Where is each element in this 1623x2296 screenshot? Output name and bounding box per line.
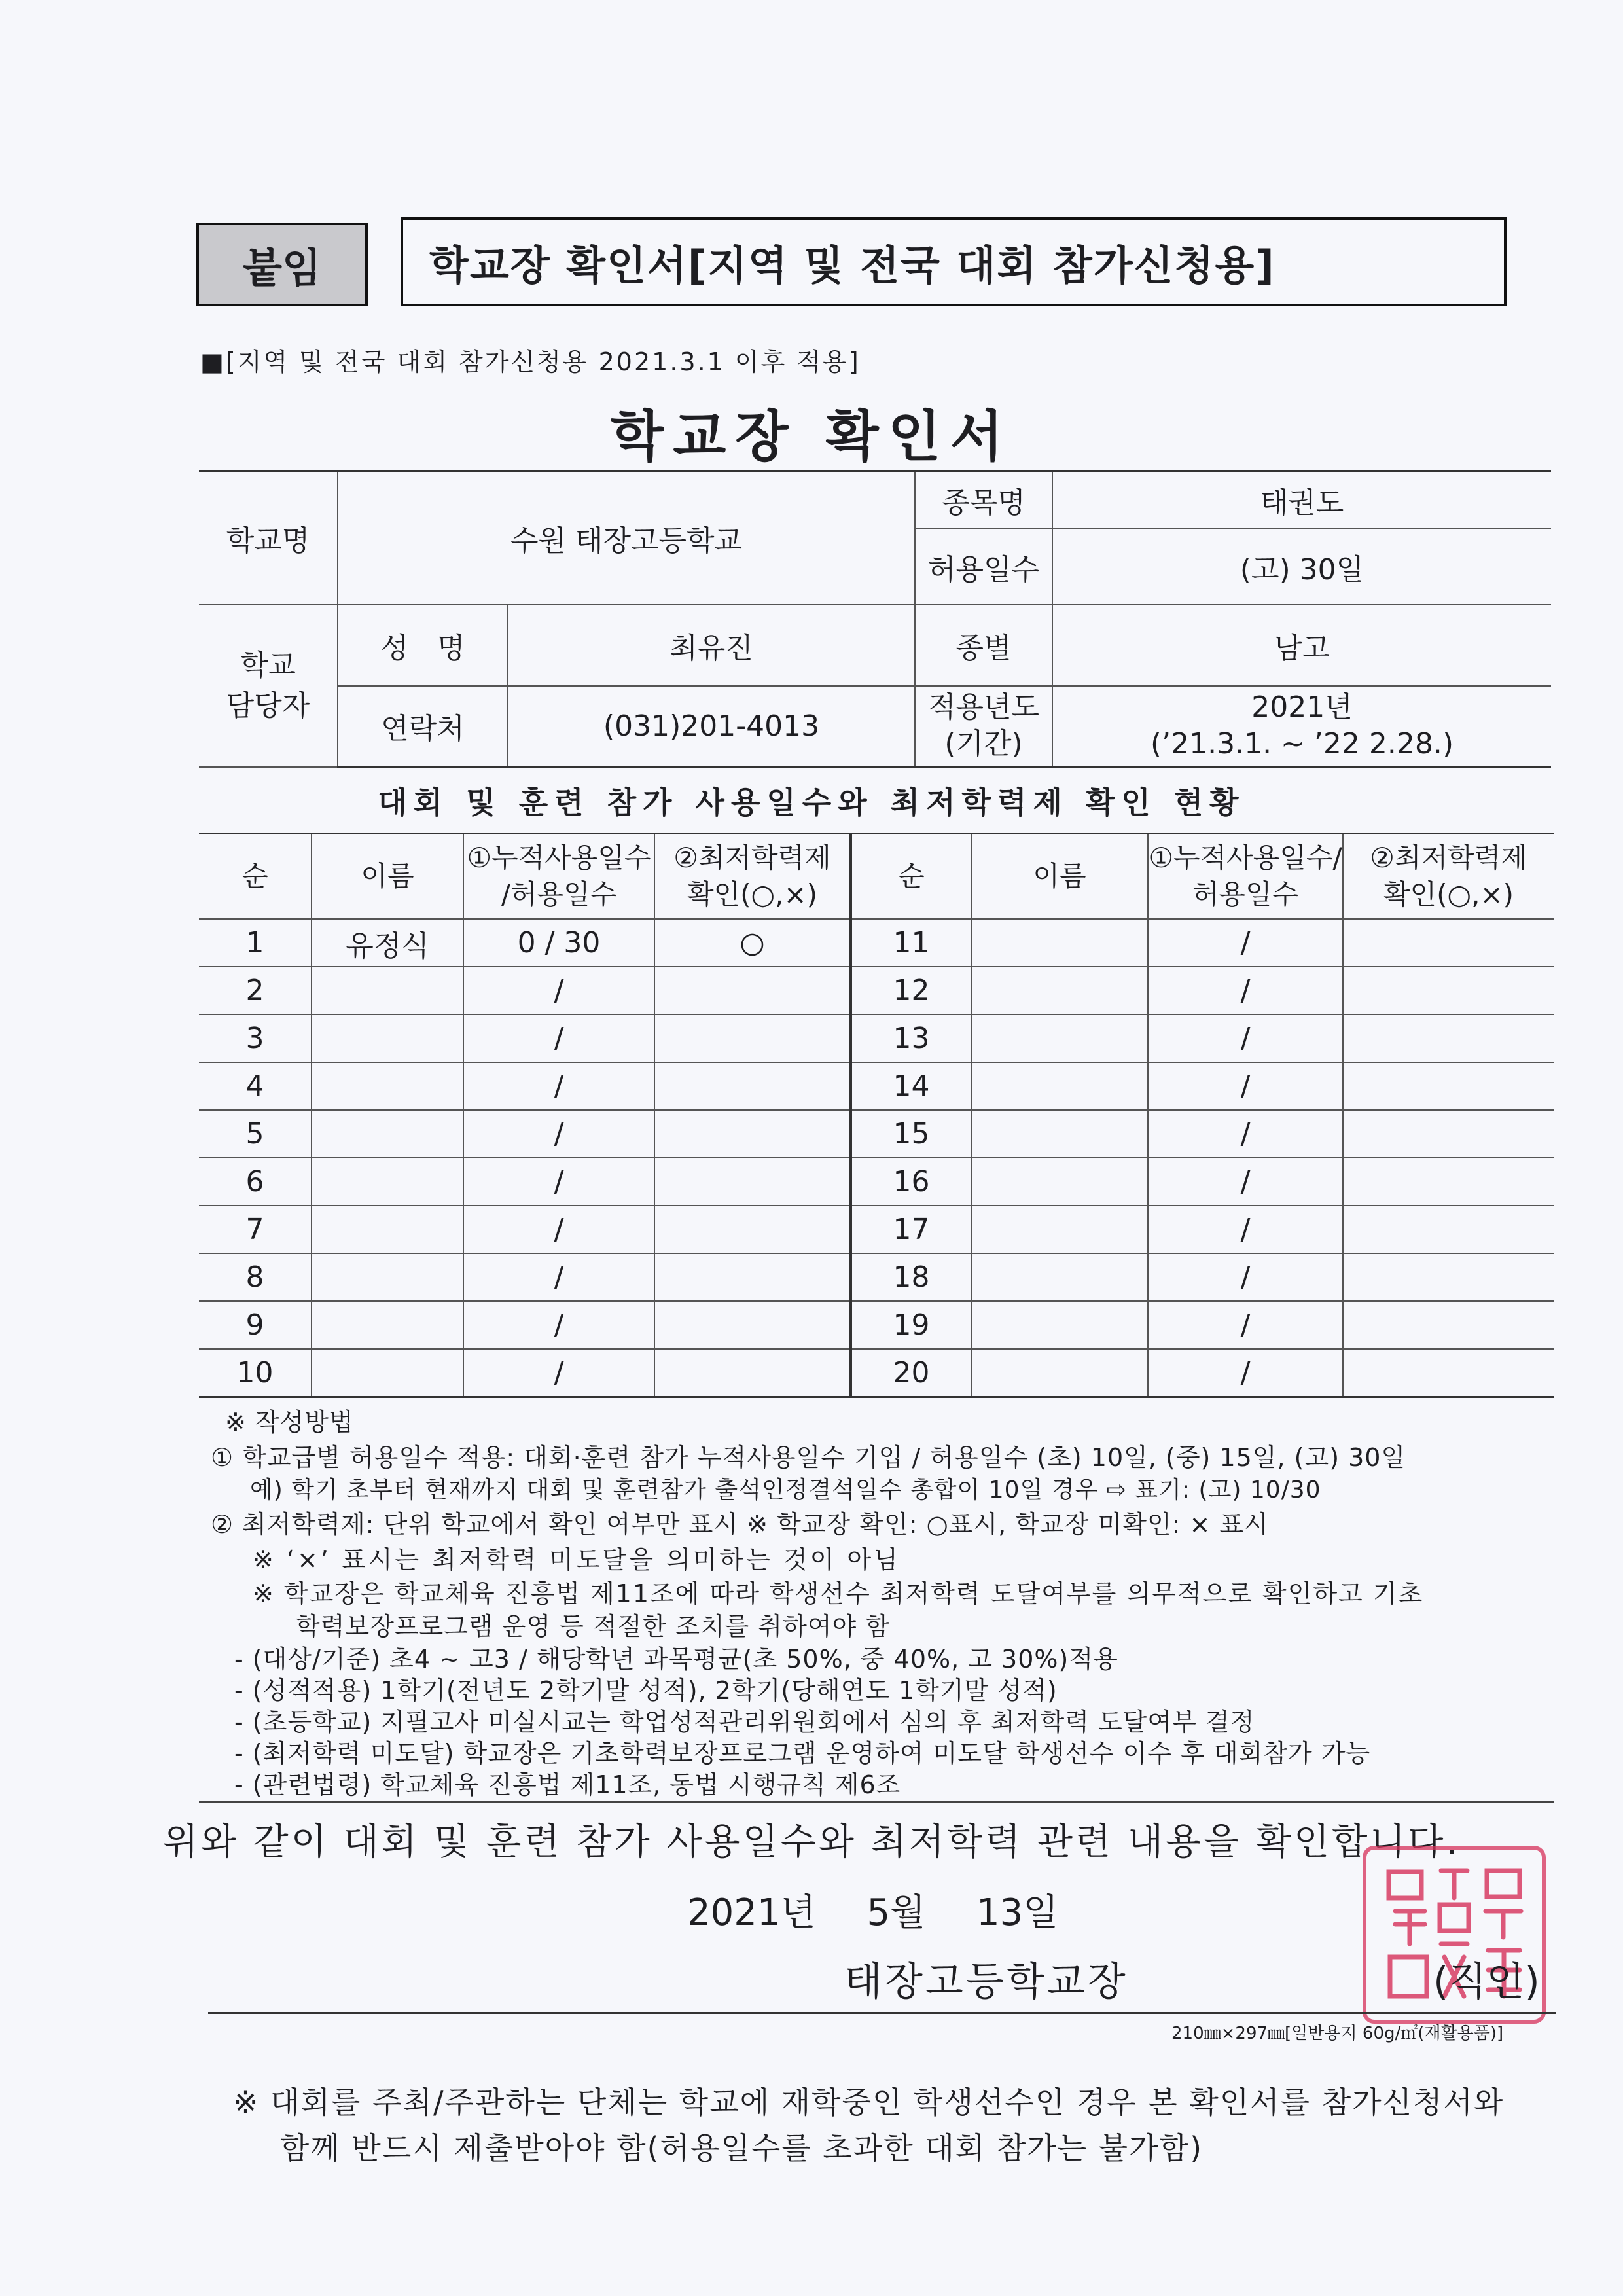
note-line-11: - (관련법령) 학교체육 진흥법 제11조, 동법 시행규칙 제6조: [234, 1770, 901, 1799]
row-name: [312, 1206, 463, 1253]
row-name: [312, 1062, 463, 1110]
row-name: [971, 1206, 1148, 1253]
row-no: 13: [851, 1014, 971, 1062]
date-year: 2021년: [687, 1892, 816, 1934]
row-check: [654, 1062, 851, 1110]
manager-name-label: 성 명: [338, 605, 508, 686]
contact-label: 연락처: [338, 686, 508, 767]
row-no: 14: [851, 1062, 971, 1110]
row-name: [971, 1301, 1148, 1349]
header-academic-left: [654, 834, 851, 920]
row-check: [1343, 1206, 1554, 1253]
period-label-line2: (기간): [944, 727, 1023, 761]
period-year: 2021년: [1251, 691, 1353, 725]
row-name: 유정식: [312, 919, 463, 967]
row-days: /: [1148, 919, 1343, 967]
row-check: [1343, 1158, 1554, 1206]
note-line-3: ② 최저학력제: 단위 학교에서 확인 여부만 표시 ※ 학교장 확인: ○표시, 학교장 미확인: × 표시: [211, 1510, 1269, 1539]
row-no: 7: [199, 1206, 312, 1253]
period-label: [915, 686, 1052, 767]
row-days: /: [463, 1301, 654, 1349]
seal-label: (직인): [1433, 1959, 1540, 2005]
row-no: 11: [851, 919, 971, 967]
table-row: [199, 1014, 1554, 1062]
page-title: 학교장 확인서: [610, 404, 1013, 469]
row-no: 1: [199, 919, 312, 967]
confirmation-date: [687, 1884, 1058, 1936]
header-academic-left-line1: ②최저학력제: [673, 842, 831, 874]
row-days: /: [1148, 1253, 1343, 1301]
date-day: 13일: [976, 1892, 1059, 1934]
footer-note-line-1: ※ 대회를 주최/주관하는 단체는 학교에 재학중인 학생선수인 경우 본 확인서를 참가신청서와: [233, 2085, 1505, 2120]
row-days: /: [463, 1158, 654, 1206]
row-name: [971, 919, 1148, 967]
header-days-right: [1148, 834, 1343, 920]
row-days: /: [463, 1014, 654, 1062]
row-no: 19: [851, 1301, 971, 1349]
header-academic-right-line2: 확인(○,×): [1383, 878, 1514, 910]
period-range: (’21.3.1. ~ ’22 2.28.): [1150, 727, 1454, 761]
row-days: /: [1148, 1158, 1343, 1206]
attachment-label: 붙임: [196, 223, 368, 306]
date-month: 5월: [866, 1892, 926, 1934]
table-row: [199, 919, 1554, 967]
header-name-left: 이름: [312, 834, 463, 920]
table-row: [199, 1110, 1554, 1158]
row-name: [312, 1253, 463, 1301]
row-check: [654, 1253, 851, 1301]
row-check: [1343, 1349, 1554, 1397]
row-days: /: [1148, 1062, 1343, 1110]
row-check: [654, 967, 851, 1014]
row-check: [1343, 919, 1554, 967]
header-academic-left-line2: 확인(○,×): [687, 878, 818, 910]
note-line-5: ※ 학교장은 학교체육 진흥법 제11조에 따라 학생선수 최저학력 도달여부를 의무적으로 확인하고 기초: [253, 1579, 1424, 1608]
period-value: [1052, 686, 1551, 767]
row-check: [1343, 1062, 1554, 1110]
note-line-9: - (초등학교) 지필고사 미실시교는 학업성적관리위원회에서 심의 후 최저학력 도달여부 결정: [234, 1708, 1255, 1736]
note-line-8: - (성적적용) 1학기(전년도 2학기말 성적), 2학기(당해연도 1학기말 성적): [234, 1676, 1058, 1705]
school-info-table: [199, 470, 1551, 768]
row-name: [971, 1158, 1148, 1206]
row-check: [654, 1158, 851, 1206]
row-no: 12: [851, 967, 971, 1014]
row-days: /: [1148, 1349, 1343, 1397]
header-days-left-line2: /허용일수: [501, 878, 617, 910]
row-no: 16: [851, 1158, 971, 1206]
paper-spec: 210㎜×297㎜[일반용지 60g/㎡(재활용품)]: [1171, 2024, 1504, 2043]
participation-status-table: [199, 833, 1554, 1398]
row-no: 3: [199, 1014, 312, 1062]
row-check: ○: [654, 919, 851, 967]
sport-value: 태권도: [1052, 471, 1551, 529]
header-academic-right: [1343, 834, 1554, 920]
header-days-right-line2: 허용일수: [1192, 878, 1299, 910]
row-no: 8: [199, 1253, 312, 1301]
row-check: [654, 1206, 851, 1253]
status-table-body: [199, 919, 1554, 1397]
row-days: /: [463, 1062, 654, 1110]
note-line-4: ※ ‘×’ 표시는 최저학력 미도달을 의미하는 것이 아님: [253, 1545, 901, 1574]
allowed-days-label: 허용일수: [915, 529, 1052, 605]
row-check: [1343, 1110, 1554, 1158]
category-label: 종별: [915, 605, 1052, 686]
row-days: 0 / 30: [463, 919, 654, 967]
row-name: [312, 1349, 463, 1397]
row-name: [312, 967, 463, 1014]
header-no-left: 순: [199, 834, 312, 920]
status-section-title: 대회 및 훈련 참가 사용일수와 최저학력제 확인 현황: [378, 785, 1245, 820]
row-check: [1343, 967, 1554, 1014]
note-line-10: - (최저학력 미도달) 학교장은 기초학력보장프로그램 운영하여 미도달 학생선수 이수 후 대회참가 가능: [234, 1739, 1371, 1768]
header-days-left: [463, 834, 654, 920]
header-academic-right-line1: ②최저학력제: [1370, 842, 1527, 874]
sport-label: 종목명: [915, 471, 1052, 529]
note-line-7: - (대상/기준) 초4 ~ 고3 / 해당학년 과목평균(초 50%, 중 40%, 고 30%)적용: [234, 1645, 1118, 1674]
note-line-2: 예) 학기 초부터 현재까지 대회 및 훈련참가 출석인정결석일수 총합이 10일 경우 ⇨ 표기: (고) 10/30: [250, 1477, 1321, 1503]
row-name: [312, 1110, 463, 1158]
table-row: [199, 1158, 1554, 1206]
contact-value: (031)201-4013: [508, 686, 915, 767]
manager-name-value: 최유진: [508, 605, 915, 686]
table-row: [199, 1253, 1554, 1301]
row-days: /: [1148, 1110, 1343, 1158]
row-no: 17: [851, 1206, 971, 1253]
category-value: 남고: [1052, 605, 1551, 686]
header-days-right-line1: ①누적사용일수/: [1149, 842, 1342, 874]
row-name: [971, 967, 1148, 1014]
row-check: [654, 1349, 851, 1397]
notes-divider: [199, 1801, 1554, 1803]
row-name: [312, 1158, 463, 1206]
allowed-days-value: (고) 30일: [1052, 529, 1551, 605]
school-name-label: 학교명: [199, 471, 338, 605]
school-name-value: 수원 태장고등학교: [338, 471, 915, 605]
note-line-1: ① 학교급별 허용일수 적용: 대회·훈련 참가 누적사용일수 기입 / 허용일수 (초) 10일, (중) 15일, (고) 30일: [211, 1443, 1406, 1472]
row-no: 18: [851, 1253, 971, 1301]
row-check: [1343, 1014, 1554, 1062]
row-no: 9: [199, 1301, 312, 1349]
row-name: [312, 1301, 463, 1349]
table-row: [199, 1349, 1554, 1397]
row-days: /: [463, 967, 654, 1014]
row-no: 2: [199, 967, 312, 1014]
row-days: /: [1148, 1206, 1343, 1253]
row-days: /: [463, 1253, 654, 1301]
row-no: 20: [851, 1349, 971, 1397]
header-title: 학교장 확인서[지역 및 전국 대회 참가신청용]: [401, 217, 1507, 306]
row-check: [654, 1110, 851, 1158]
table-row: [199, 967, 1554, 1014]
period-label-line1: 적용년도: [927, 691, 1039, 725]
table-row: [199, 1062, 1554, 1110]
row-days: /: [463, 1110, 654, 1158]
row-name: [971, 1014, 1148, 1062]
row-name: [312, 1014, 463, 1062]
row-check: [654, 1014, 851, 1062]
row-days: /: [1148, 1014, 1343, 1062]
row-name: [971, 1110, 1148, 1158]
row-check: [1343, 1301, 1554, 1349]
notes-heading: ※ 작성방법: [225, 1408, 354, 1437]
header-name-right: 이름: [971, 834, 1148, 920]
row-name: [971, 1253, 1148, 1301]
applicability-note: ■[지역 및 전국 대회 참가신청용 2021.3.1 이후 적용]: [200, 348, 861, 376]
manager-label-line1: 학교: [240, 648, 296, 682]
row-no: 4: [199, 1062, 312, 1110]
row-no: 5: [199, 1110, 312, 1158]
manager-label-line2: 담당자: [226, 689, 310, 723]
bottom-divider: [208, 2012, 1556, 2014]
row-name: [971, 1062, 1148, 1110]
note-line-6: 학력보장프로그램 운영 등 적절한 조치를 취하여야 함: [296, 1612, 891, 1641]
row-days: /: [1148, 967, 1343, 1014]
row-no: 6: [199, 1158, 312, 1206]
row-no: 10: [199, 1349, 312, 1397]
table-row: [199, 1301, 1554, 1349]
row-name: [971, 1349, 1148, 1397]
manager-label: [199, 605, 338, 767]
row-days: /: [1148, 1301, 1343, 1349]
footer-note-line-2: 함께 반드시 제출받아야 함(허용일수를 초과한 대회 참가는 불가함): [280, 2130, 1204, 2166]
row-days: /: [463, 1349, 654, 1397]
header-days-left-line1: ①누적사용일수: [467, 842, 651, 874]
row-check: [654, 1301, 851, 1349]
row-no: 15: [851, 1110, 971, 1158]
row-days: /: [463, 1206, 654, 1253]
table-row: [199, 1206, 1554, 1253]
header-no-right: 순: [851, 834, 971, 920]
principal-title: 태장고등학교장: [844, 1959, 1128, 2005]
row-check: [1343, 1253, 1554, 1301]
confirmation-statement: 위와 같이 대회 및 훈련 참가 사용일수와 최저학력 관련 내용을 확인합니다.: [162, 1821, 1461, 1863]
